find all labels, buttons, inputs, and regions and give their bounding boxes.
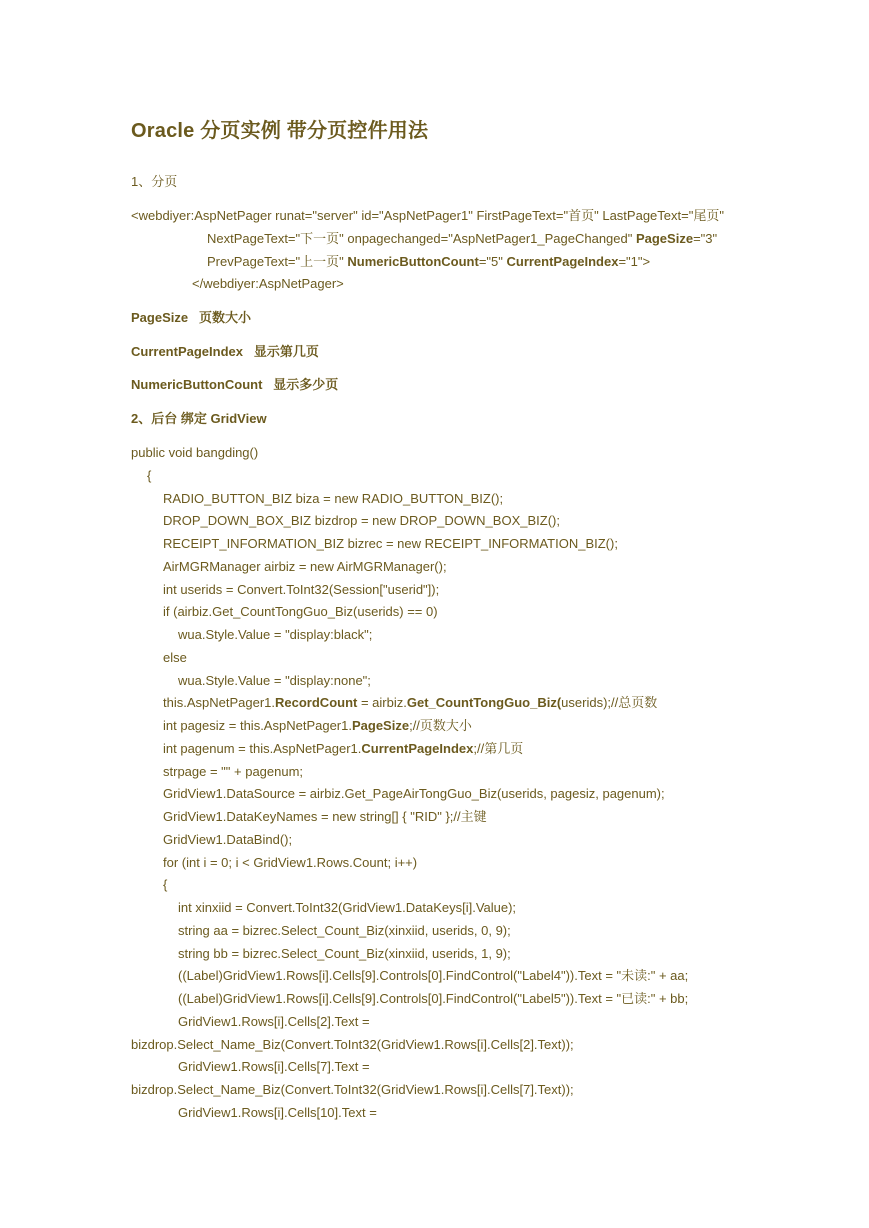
code-line: for (int i = 0; i < GridView1.Rows.Count; i++) [163,855,418,870]
code-line: bizdrop.Select_Name_Biz(Convert.ToInt32(GridView1.Rows[i].Cells[7].Text)); [131,1082,574,1097]
code-line: { [163,877,168,892]
prop-pagesize-desc: 页数大小 [198,310,251,325]
prop-numericbuttoncount-desc: 显示多少页 [273,377,339,392]
prop-numericbuttoncount-name: NumericButtonCount [131,377,263,392]
code-line: RECEIPT_INFORMATION_BIZ bizrec = new RECEIPT_INFORMATION_BIZ(); [163,536,618,551]
code-line: else [163,650,187,665]
markup-line-4: </webdiyer:AspNetPager> [192,276,344,291]
code-fragment: ;//第几页 [473,741,524,756]
markup-line-1: <webdiyer:AspNetPager runat="server" id="AspNetPager1" FirstPageText="首页" LastPageText="尾页" [131,208,724,223]
code-line: ((Label)GridView1.Rows[i].Cells[9].Controls[0].FindControl("Label5")).Text = "已读:" + bb; [178,991,689,1006]
prop-currentpageindex-desc: 显示第几页 [253,344,319,359]
code-line: RADIO_BUTTON_BIZ biza = new RADIO_BUTTON_BIZ(); [163,491,504,506]
section-2-heading: 2、后台 绑定 GridView [131,411,267,426]
document-title: Oracle 分页实例 带分页控件用法 [131,120,429,142]
code-line: public void bangding() [131,445,259,460]
code-line: int userids = Convert.ToInt32(Session["userid"]); [163,582,440,597]
code-fragment: userids);//总页数 [561,695,658,710]
prop-pagesize [131,310,251,326]
code-line: string aa = bizrec.Select_Count_Biz(xinxiid, userids, 0, 9); [178,923,511,938]
code-fragment: ;//页数大小 [409,718,472,733]
code-keyword-get-count: Get_CountTongGuo_Biz( [406,695,562,710]
code-fragment: = airbiz. [357,695,407,710]
code-line: { [147,468,152,483]
prop-pagesize-name: PageSize [131,310,189,325]
code-keyword-currentpageindex: CurrentPageIndex [361,741,474,756]
code-line [163,741,523,757]
markup-line-3-value-2: ="1"> [618,254,651,269]
markup-line-2-pagesize: PageSize [635,231,694,246]
markup-line-3-numericbuttoncount: NumericButtonCount [347,254,479,269]
code-line: GridView1.DataBind(); [163,832,293,847]
code-line: ((Label)GridView1.Rows[i].Cells[9].Controls[0].FindControl("Label4")).Text = "未读:" + aa; [178,968,689,983]
code-line: bizdrop.Select_Name_Biz(Convert.ToInt32(GridView1.Rows[i].Cells[2].Text)); [131,1037,574,1052]
markup-line-3-text: PrevPageText="上一页" [207,254,348,269]
code-fragment: int pagesiz = this.AspNetPager1. [163,718,352,733]
code-line: string bb = bizrec.Select_Count_Biz(xinxiid, userids, 1, 9); [178,946,511,961]
code-fragment: int pagenum = this.AspNetPager1. [163,741,362,756]
prop-currentpageindex-name: CurrentPageIndex [131,344,243,359]
prop-currentpageindex [131,344,319,360]
markup-line-3-value-1: ="5" [478,254,507,269]
markup-line-3-currentpageindex: CurrentPageIndex [506,254,619,269]
code-line: int xinxiid = Convert.ToInt32(GridView1.DataKeys[i].Value); [178,900,517,915]
code-line: if (airbiz.Get_CountTongGuo_Biz(userids) == 0) [163,604,438,619]
code-line [163,718,472,734]
code-line: wua.Style.Value = "display:black"; [178,627,373,642]
code-line: AirMGRManager airbiz = new AirMGRManager(); [163,559,447,574]
code-keyword-pagesize: PageSize [351,718,410,733]
code-line: wua.Style.Value = "display:none"; [178,673,371,688]
code-line [163,695,657,711]
code-line: GridView1.Rows[i].Cells[10].Text = [178,1105,377,1120]
code-line: GridView1.Rows[i].Cells[7].Text = [178,1059,370,1074]
code-line: DROP_DOWN_BOX_BIZ bizdrop = new DROP_DOWN_BOX_BIZ(); [163,513,560,528]
markup-line-2-text: NextPageText="下一页" onpagechanged="AspNetPager1_PageChanged" [207,231,636,246]
section-1-heading: 1、分页 [131,174,178,189]
markup-line-2-value: ="3" [693,231,718,246]
markup-line-3 [207,254,650,270]
code-line: strpage = "" + pagenum; [163,764,304,779]
code-line: GridView1.DataKeyNames = new string[] { "RID" };//主键 [163,809,487,824]
markup-line-2 [207,231,717,247]
code-line: GridView1.Rows[i].Cells[2].Text = [178,1014,370,1029]
code-keyword-recordcount: RecordCount [275,695,358,710]
code-line: GridView1.DataSource = airbiz.Get_PageAirTongGuo_Biz(userids, pagesiz, pagenum); [163,786,665,801]
code-fragment: this.AspNetPager1. [163,695,276,710]
prop-numericbuttoncount [131,377,338,393]
